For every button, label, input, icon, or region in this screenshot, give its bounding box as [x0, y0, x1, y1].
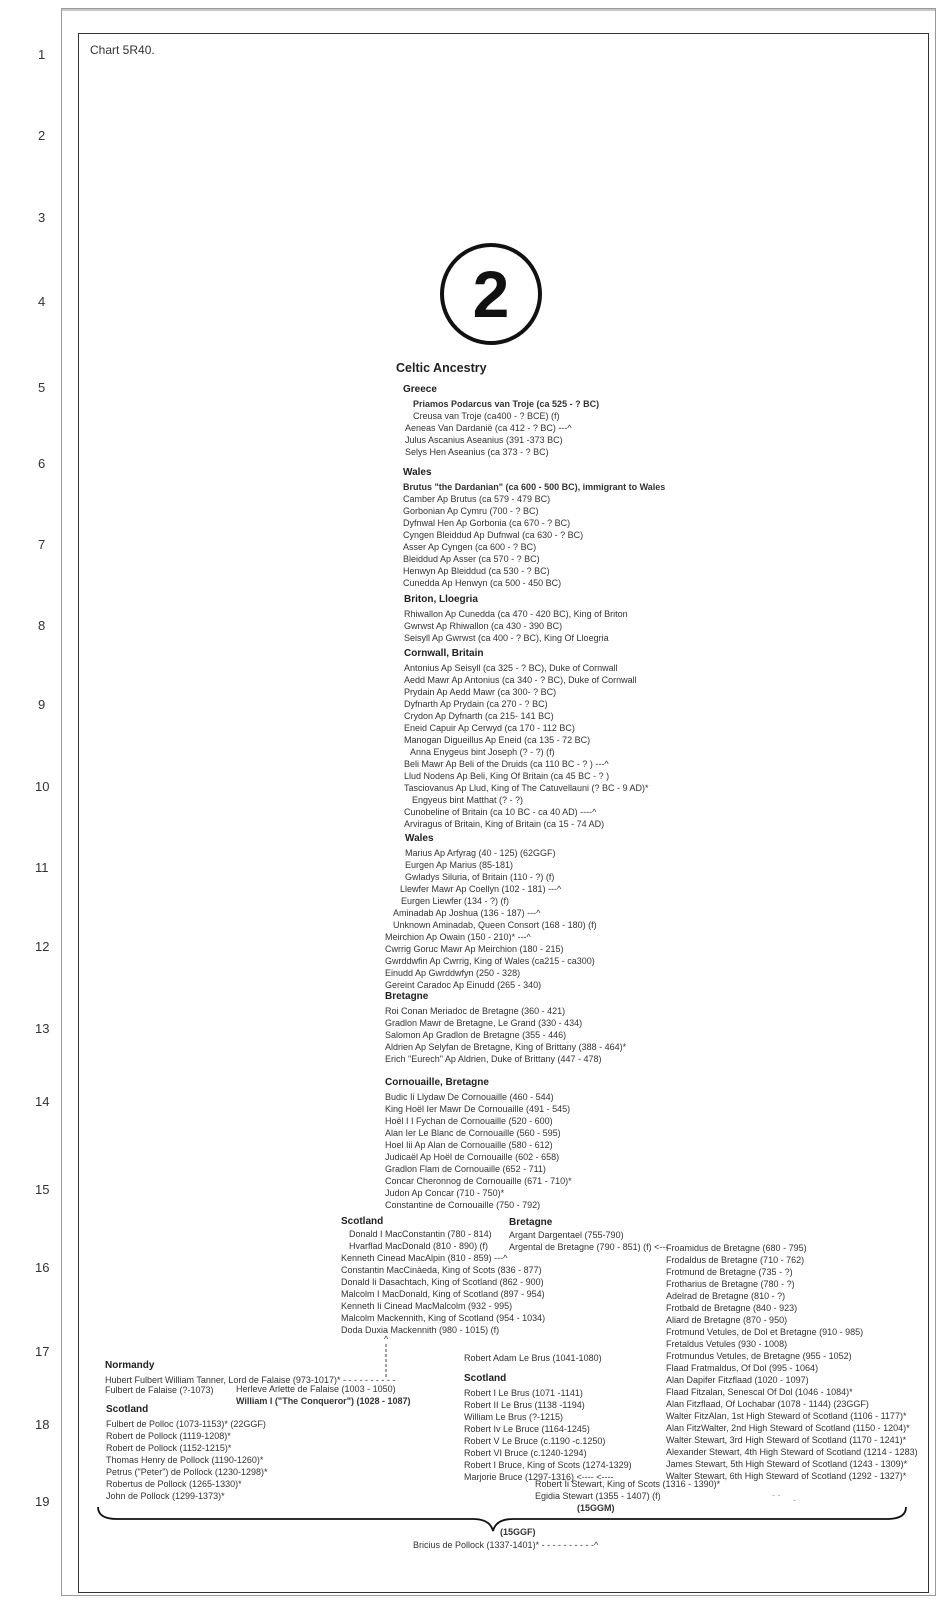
wales1-person: Cunedda Ap Henwyn (ca 500 - 450 BC): [403, 578, 562, 588]
wales2-person: Meirchion Ap Owain (150 - 210)* ---^: [385, 932, 531, 942]
ruler-number: 6: [38, 456, 46, 471]
cornwall-person: Engyeus bint Matthat (? - ?): [412, 795, 524, 805]
froamidus-person: Walter Stewart, 3rd High Steward of Scotland (1170 - 1241)*: [666, 1435, 907, 1445]
scotland2-person: Fulbert de Polloc (1073-1153)* (22GGF): [106, 1419, 266, 1429]
ruler-number: 8: [38, 618, 46, 633]
bretagne1-heading: Bretagne: [385, 991, 429, 1002]
scotland1-person: Malcolm I MacDonald, King of Scotland (897 - 954): [341, 1289, 545, 1299]
greece-person: Julus Ascanius Aseanius (391 -373 BC): [405, 435, 563, 445]
froamidus-person: Flaad Fratmaldus, Of Dol (995 - 1064): [666, 1363, 819, 1373]
cornouaille-person: Concar Cheronnog de Cornouaille (671 - 710)*: [385, 1176, 572, 1186]
ruler-number: 14: [35, 1094, 50, 1109]
bruce-person: Robert I Bruce, King of Scots (1274-1329): [464, 1460, 632, 1470]
scotland2-heading: Scotland: [106, 1404, 149, 1415]
cornouaille-heading: Cornouaille, Bretagne: [385, 1077, 489, 1088]
cornwall-person: Cunobeline of Britain (ca 10 BC - ca 40 AD) ----^: [404, 807, 597, 817]
normandy-herleve: Herleve Arlette de Falaise (1003 - 1050): [236, 1384, 396, 1394]
greece-person: Aeneas Van Dardanië (ca 412 - ? BC) ---^: [405, 423, 572, 433]
wales1-heading: Wales: [403, 467, 432, 478]
scotland1-person: Malcolm Mackennith, King of Scotland (954 - 1034): [341, 1313, 546, 1323]
cornwall-person: Anna Enygeus bint Joseph (? - ?) (f): [410, 747, 555, 757]
froamidus-person: Alexander Stewart, 4th High Steward of Scotland (1214 - 1283): [666, 1447, 918, 1457]
froamidus-person: Alan FitzWalter, 2nd High Steward of Scotland (1150 - 1204)*: [666, 1423, 910, 1433]
cornouaille-person: Judon Ap Concar (710 - 750)*: [385, 1188, 505, 1198]
bretagne2-heading: Bretagne: [509, 1217, 553, 1228]
cornwall-person: Crydon Ap Dyfnarth (ca 215- 141 BC): [404, 711, 554, 721]
ruler-number: 13: [35, 1021, 50, 1036]
greece-person: Priamos Podarcus van Troje (ca 525 - ? BC): [413, 399, 600, 409]
cornwall-person: Beli Mawr Ap Beli of the Druids (ca 110 BC - ? ) ---^: [404, 759, 609, 769]
cornwall-person: Prydain Ap Aedd Mawr (ca 300- ? BC): [404, 687, 557, 697]
bruce-robert-adam: Robert Adam Le Brus (1041-1080): [464, 1353, 602, 1363]
froamidus-person: Walter FitzAlan, 1st High Steward of Scotland (1106 - 1177)*: [666, 1411, 907, 1421]
wales2-person: Einudd Ap Gwrddwfyn (250 - 328): [385, 968, 521, 978]
froamidus-person: Froamidus de Bretagne (680 - 795): [666, 1243, 807, 1253]
bretagne1-person: Roi Conan Meriadoc de Bretagne (360 - 421): [385, 1006, 566, 1016]
wales2-person: Aminadab Ap Joshua (136 - 187) ---^: [393, 908, 541, 918]
ruler-number: 11: [35, 860, 49, 875]
briton-person: Rhiwallon Ap Cunedda (ca 470 - 420 BC), King of Briton: [404, 609, 628, 619]
scotland1-person: Kenneth Ii Cinead MacMalcolm (932 - 995): [341, 1301, 513, 1311]
greece-person: Creusa van Troje (ca400 - ? BCE) (f): [413, 411, 560, 421]
froamidus-person: Frotbald de Bretagne (840 - 923): [666, 1303, 798, 1313]
normandy-fulbert: Fulbert de Falaise (?-1073): [105, 1385, 214, 1395]
wales1-person: Camber Ap Brutus (ca 579 - 479 BC): [403, 494, 551, 504]
bruce-person: Robert II Le Brus (1138 -1194): [464, 1400, 585, 1410]
briton-heading: Briton, Lloegria: [404, 594, 478, 605]
section-cornwall-britain: [404, 648, 648, 830]
section-scotland-bruce: [464, 1353, 632, 1483]
cornwall-person: Manogan Digueillus Ap Eneid (ca 135 - 72 BC): [404, 735, 591, 745]
ruler-number: 3: [38, 210, 46, 225]
ruler-number: 19: [35, 1494, 50, 1509]
bretagne2-person: Argant Dargentael (755-790): [509, 1230, 624, 1240]
bottom-bricius: Bricius de Pollock (1337-1401)* - - - - - - - - - -^: [413, 1540, 599, 1550]
wales1-person: Henwyn Ap Bleiddud (ca 530 - ? BC): [403, 566, 550, 576]
bruce-person: Robert I Le Brus (1071 -1141): [464, 1388, 583, 1398]
wales1-person: Bleiddud Ap Asser (ca 570 - ? BC): [403, 554, 540, 564]
bottom-generation: (15GGF): [500, 1527, 536, 1537]
froamidus-person: Frotmund de Bretagne (735 - ?): [666, 1267, 793, 1277]
cornouaille-person: King Hoël Ier Mawr De Cornouaille (491 - 545): [385, 1104, 571, 1114]
wales2-person: Marius Ap Arfyrag (40 - 125) (62GGF): [405, 848, 556, 858]
wales1-person: Asser Ap Cyngen (ca 600 - ? BC): [403, 542, 537, 552]
froamidus-person: Alan Dapifer Fitzflaad (1020 - 1097): [666, 1375, 809, 1385]
cornwall-person: Antonius Ap Seisyll (ca 325 - ? BC), Duke of Cornwall: [404, 663, 618, 673]
decorative-dash: -: [793, 1495, 796, 1505]
wales1-person: Brutus "the Dardanian" (ca 600 - 500 BC), immigrant to Wales: [403, 482, 666, 492]
froamidus-person: Frotmund Vetules, de Dol et Bretagne (910 - 985): [666, 1327, 864, 1337]
section-bretagne-argant: [509, 1217, 668, 1253]
froamidus-person: Adelrad de Bretagne (810 - ?): [666, 1291, 786, 1301]
ruler-number: 18: [35, 1417, 50, 1432]
wales2-person: Gwladys Siluria, of Britain (110 - ?) (f): [405, 872, 555, 882]
ruler-number: 15: [35, 1182, 50, 1197]
chart-title: Chart 5R40.: [90, 43, 155, 57]
wales2-heading: Wales: [405, 833, 434, 844]
ruler-number: 2: [38, 128, 46, 143]
section-froamidus-line: [666, 1242, 918, 1482]
froamidus-person: Aliard de Bretagne (870 - 950): [666, 1315, 788, 1325]
cornouaille-person: Budic Ii Llydaw De Cornouaille (460 - 544): [385, 1092, 554, 1102]
froamidus-person: Fretaldus Vetules (930 - 1008): [666, 1339, 788, 1349]
ruler-number: 4: [38, 294, 46, 309]
bretagne1-person: Erich "Eurech" Ap Aldrien, Duke of Brittany (447 - 478): [385, 1054, 602, 1064]
cornwall-person: Llud Nodens Ap Beli, King Of Britain (ca 45 BC - ? ): [404, 771, 610, 781]
cornouaille-person: Constantine de Cornouaille (750 - 792): [385, 1200, 541, 1210]
section-wales: [403, 467, 665, 589]
scotland2-person: Robert de Pollock (1152-1215)*: [106, 1443, 232, 1453]
wales1-person: Dyfnwal Hen Ap Gorbonia (ca 670 - ? BC): [403, 518, 571, 528]
scotland1-person: Kenneth Cinead MacAlpin (810 - 859) ---^: [341, 1253, 508, 1263]
greece-person: Selys Hen Aseanius (ca 373 - ? BC): [405, 447, 549, 457]
page-ruler: [0, 0, 60, 1600]
bruce-person: Robert Iv Le Bruce (1164-1245): [464, 1424, 590, 1434]
briton-person: Gwrwst Ap Rhiwallon (ca 430 - 390 BC): [404, 621, 563, 631]
scotland2-person: Thomas Henry de Pollock (1190-1260)*: [106, 1455, 264, 1465]
bruce-person: Robert VI Bruce (c.1240-1294): [464, 1448, 587, 1458]
ruler-number: 17: [35, 1344, 50, 1359]
froamidus-person: Flaad Fitzalan, Senescal Of Dol (1046 - 1084)*: [666, 1387, 853, 1397]
froamidus-person: Alan Fitzflaad, Of Lochabar (1078 - 1144) (23GGF): [666, 1399, 869, 1409]
bretagne1-person: Gradlon Mawr de Bretagne, Le Grand (330 - 434): [385, 1018, 583, 1028]
cornouaille-person: Hoel Iii Ap Alan de Cornouaille (580 - 612): [385, 1140, 553, 1150]
scotland1-heading: Scotland: [341, 1216, 384, 1227]
cornwall-person: Arviragus of Britain, King of Britain (ca 15 - 74 AD): [404, 819, 605, 829]
section-wales-2: [385, 833, 597, 991]
froamidus-person: Frotharius de Bretagne (780 - ?): [666, 1279, 795, 1289]
scotland2-person: Petrus ("Peter") de Pollock (1230-1298)*: [106, 1467, 268, 1477]
chart-number-badge: 2: [440, 243, 542, 345]
cornwall-person: Aedd Mawr Ap Antonius (ca 340 - ? BC), Duke of Cornwall: [404, 675, 637, 685]
cornouaille-person: Hoël I I Fychan de Cornouaille (520 - 600): [385, 1116, 553, 1126]
scotland1-person: Doda Duxia Mackennith (980 - 1015) (f): [341, 1325, 500, 1335]
bruce-person: Marjorie Bruce (1297-1316) <---- <----: [464, 1472, 614, 1482]
wales2-person: Llewfer Mawr Ap Coellyn (102 - 181) ---^: [400, 884, 562, 894]
section-briton-lloegria: [404, 594, 628, 644]
scotland2-person: John de Pollock (1299-1373)*: [106, 1491, 225, 1501]
stewart-egidia: Egidia Stewart (1355 - 1407) (f): [535, 1491, 661, 1501]
cornouaille-person: Alan Ier Le Blanc de Cornouaille (560 - 595): [385, 1128, 561, 1138]
froamidus-person: James Stewart, 5th High Steward of Scotland (1243 - 1309)*: [666, 1459, 908, 1469]
section-cornouaille-bretagne: [385, 1077, 572, 1211]
cornwall-person: Dyfnarth Ap Prydain (ca 270 - ? BC): [404, 699, 548, 709]
decorative-dashes: - -: [772, 1490, 781, 1500]
cornouaille-person: Judicaël Ap Hoël de Cornouaille (602 - 658): [385, 1152, 560, 1162]
ruler-number: 7: [38, 537, 46, 552]
froamidus-person: Frodaldus de Bretagne (710 - 762): [666, 1255, 805, 1265]
bruce-heading: Scotland: [464, 1373, 507, 1384]
froamidus-person: Frotmundus Vetules, de Bretagne (955 - 1052): [666, 1351, 852, 1361]
section-bretagne: [385, 991, 626, 1065]
greece-heading: Greece: [403, 384, 437, 395]
wales2-person: Gwrddwfin Ap Cwrrig, King of Wales (ca215 - ca300): [385, 956, 595, 966]
cornwall-person: Eneid Capuir Ap Cerwyd (ca 170 - 112 BC): [404, 723, 575, 733]
scotland1-person: Donald Ii Dasachtach, King of Scotland (862 - 900): [341, 1277, 544, 1287]
briton-person: Seisyll Ap Gwrwst (ca 400 - ? BC), King Of Lloegria: [404, 633, 609, 643]
cornwall-heading: Cornwall, Britain: [404, 648, 484, 659]
wales2-person: Eurgen Liewfer (134 - ?) (f): [401, 896, 510, 906]
scotland2-person: Robertus de Pollock (1265-1330)*: [106, 1479, 242, 1489]
section-greece: [403, 384, 599, 458]
ruler-number: 1: [38, 47, 46, 62]
ruler-number: 16: [35, 1260, 50, 1275]
ruler-number: 5: [38, 380, 46, 395]
main-title: Celtic Ancestry: [396, 361, 487, 375]
ruler-number: 9: [38, 697, 46, 712]
section-scotland-pollock: [106, 1404, 267, 1502]
ruler-number: 10: [35, 779, 50, 794]
scotland2-person: Robert de Pollock (1119-1208)*: [106, 1431, 231, 1441]
bretagne2-person: Argental de Bretagne (790 - 851) (f) <---: [509, 1242, 669, 1252]
wales2-person: Gereint Caradoc Ap Einudd (265 - 340): [385, 980, 542, 990]
stewart-robert-ii: Robert Ii Stewart, King of Scots (1316 - 1390)*: [535, 1479, 721, 1489]
scotland1-person: Donald I MacConstantin (780 - 814): [349, 1229, 492, 1239]
bruce-person: William Le Brus (?-1215): [464, 1412, 564, 1422]
normandy-william: William I ("The Conqueror") (1028 - 1087): [236, 1396, 411, 1406]
bretagne1-person: Salomon Ap Gradlon de Bretagne (355 - 446): [385, 1030, 567, 1040]
cornouaille-person: Gradlon Flam de Cornouaille (652 - 711): [385, 1164, 546, 1174]
ruler-number: 12: [35, 939, 50, 954]
normandy-heading: Normandy: [105, 1360, 155, 1371]
bruce-person: Robert V Le Bruce (c.1190 -c.1250): [464, 1436, 606, 1446]
scotland1-person: Constantin MacCinàeda, King of Scots (836 - 877): [341, 1265, 542, 1275]
wales2-person: Unknown Aminadab, Queen Consort (168 - 180) (f): [393, 920, 597, 930]
scotland1-person: Hvarflad MacDonald (810 - 890) (f): [349, 1241, 489, 1251]
wales1-person: Gorbonian Ap Cymru (700 - ? BC): [403, 506, 539, 516]
wales2-person: Cwrrig Goruc Mawr Ap Meirchion (180 - 215): [385, 944, 564, 954]
stewart-generation: (15GGM): [577, 1503, 615, 1513]
wales1-person: Cyngen Bleiddud Ap Dufnwal (ca 630 - ? BC): [403, 530, 584, 540]
section-normandy: [105, 1360, 395, 1386]
bretagne1-person: Aldrien Ap Selyfan de Bretagne, King of Brittany (388 - 464)*: [385, 1042, 627, 1052]
cornwall-person: Tasciovanus Ap Llud, King of The Catuvellauni (? BC - 9 AD)*: [404, 783, 649, 793]
wales2-person: Eurgen Ap Marius (85-181): [405, 860, 514, 870]
normandy-hubert: Hubert Fulbert William Tanner, Lord de Falaise (973-1017)* - - - - - - - - - -: [105, 1375, 396, 1385]
froamidus-person: Walter Stewart, 6th High Steward of Scotland (1292 - 1327)*: [666, 1471, 907, 1481]
connector-caret: ^: [384, 1334, 389, 1344]
